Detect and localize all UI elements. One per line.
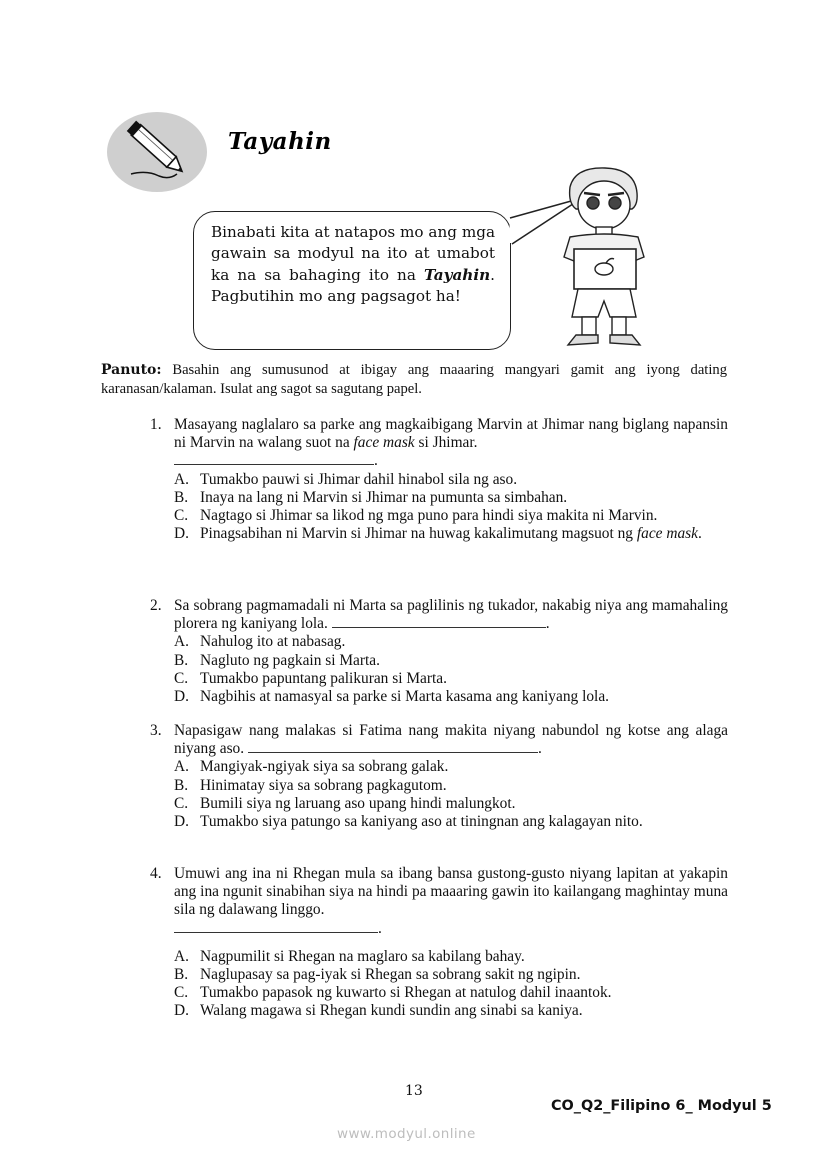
option-a — [174, 758, 728, 776]
option-a — [174, 633, 728, 651]
instructions-text: Basahin ang sumusunod at ibigay ang maaaring mangyari gamit ang iyong dating karanasan/kalaman. Isulat ang sagot sa sagutang papel. — [101, 362, 727, 397]
option-letter: A. — [174, 470, 189, 488]
question-number: 3. — [150, 722, 162, 739]
option-text — [200, 525, 728, 543]
option-letter: D. — [174, 813, 189, 831]
option-c — [174, 670, 728, 688]
option-d — [174, 813, 728, 831]
option-text: Mangiyak-ngiyak siya sa sobrang galak. — [200, 758, 449, 776]
option-text-end: . — [697, 525, 702, 543]
question-1 — [150, 416, 728, 543]
option-letter: A. — [174, 758, 189, 776]
option-text: Nagluto ng pagkain si Marta. — [200, 651, 380, 669]
stem-text: Masayang naglalaro sa parke ang magkaibigang Marvin at Jhimar nang biglang napansin ni Marvin na walang suot na — [174, 416, 728, 452]
option-letter: C. — [174, 507, 189, 524]
option-letter: D. — [174, 525, 189, 543]
option-b — [174, 489, 728, 507]
option-text: Tumakbo siya patungo sa kaniyang aso at tiningnan ang kalagayan nito. — [200, 813, 643, 831]
question-2 — [150, 597, 728, 706]
bubble-message — [211, 222, 495, 308]
option-letter: D. — [174, 1002, 189, 1020]
option-letter: B. — [174, 488, 189, 506]
answer-blank[interactable] — [332, 615, 546, 628]
pencil-icon-badge — [107, 112, 207, 192]
blank-period: . — [537, 740, 542, 758]
stem-text: Sa sobrang pagmamadali ni Marta sa paglilinis ng tukador, nakabig niya ang mamahaling plorera ng kaniyang lola. — [174, 597, 728, 633]
question-number: 4. — [150, 865, 162, 882]
option-letter: C. — [174, 984, 189, 1002]
option-text: Inaya na lang ni Marvin si Jhimar na pumunta sa simbahan. — [200, 488, 568, 506]
instructions-label: Panuto: — [101, 362, 162, 378]
question-stem — [174, 597, 728, 633]
option-b — [174, 966, 728, 984]
option-italic: face mask — [636, 525, 698, 543]
instructions — [101, 361, 727, 399]
option-text: Nahulog ito at nabasag. — [200, 633, 346, 651]
stem-italic: face mask — [353, 434, 415, 452]
blank-period: . — [378, 919, 382, 937]
option-text: Bumili siya ng laruang aso upang hindi malungkot. — [200, 794, 516, 812]
answer-blank[interactable] — [174, 452, 728, 470]
option-text: Nagbihis at namasyal sa parke si Marta kasama ang kaniyang lola. — [200, 688, 610, 706]
answer-blank[interactable] — [174, 920, 728, 938]
question-4 — [150, 865, 728, 1021]
option-text: Tumakbo pauwi si Jhimar dahil hinabol sila ng aso. — [200, 470, 518, 488]
option-text: Tumakbo papasok ng kuwarto si Rhegan at natulog dahil inaantok. — [200, 984, 612, 1002]
option-letter: A. — [174, 947, 189, 965]
option-letter: B. — [174, 966, 189, 983]
option-d — [174, 1002, 728, 1020]
blank-period: . — [374, 452, 378, 470]
option-a — [174, 948, 728, 966]
option-b — [174, 777, 728, 795]
option-b — [174, 652, 728, 670]
option-c — [174, 984, 728, 1002]
section-title: Tayahin — [228, 128, 332, 155]
question-stem: Umuwi ang ina ni Rhegan mula sa ibang bansa gustong-gusto niyang lapitan at yakapin ang ina ngunit sinabihan siya na hindi pa maaaring gawin ito kailangang maghintay muna sila ng dalawang linggo. — [174, 865, 728, 919]
bubble-emphasis: Tayahin — [423, 265, 491, 284]
option-letter: B. — [174, 651, 189, 669]
question-number: 1. — [150, 416, 162, 433]
option-c — [174, 507, 728, 525]
watermark: www.modyul.online — [337, 1126, 476, 1142]
module-code: CO_Q2_Filipino 6_ Modyul 5 — [551, 1098, 772, 1114]
option-c — [174, 795, 728, 813]
pencil-icon — [107, 112, 207, 192]
option-text-part: Pinagsabihan ni Marvin si Jhimar na huwag kakalimutang magsuot ng — [200, 525, 637, 543]
question-stem — [174, 416, 728, 452]
option-letter: C. — [174, 794, 189, 812]
option-d — [174, 688, 728, 706]
bubble-text: Binabati kita at natapos mo ang mga gawain sa modyul na ito at umabot ka na sa bahaging ito na — [211, 223, 495, 284]
option-text: Hinimatay siya sa sobrang pagkagutom. — [200, 776, 447, 794]
option-letter: D. — [174, 688, 189, 706]
option-a — [174, 471, 728, 489]
question-3 — [150, 722, 728, 831]
stem-text: Napasigaw nang malakas si Fatima nang makita niyang nabundol ng kotse ang alaga niyang aso. — [174, 722, 728, 758]
option-letter: A. — [174, 633, 189, 651]
option-text: Nagtago si Jhimar sa likod ng mga puno para hindi siya makita ni Marvin. — [200, 507, 658, 524]
option-text: Tumakbo papuntang palikuran si Marta. — [200, 669, 447, 687]
question-number: 2. — [150, 597, 162, 614]
boy-illustration-icon — [540, 165, 670, 350]
page-number: 13 — [405, 1083, 423, 1099]
option-text: Nagpumilit si Rhegan na maglaro sa kabilang bahay. — [200, 947, 525, 965]
option-letter: C. — [174, 669, 189, 687]
question-stem — [174, 722, 728, 758]
option-d — [174, 525, 728, 543]
option-text: Walang magawa si Rhegan kundi sundin ang sinabi sa kaniya. — [200, 1002, 583, 1020]
option-letter: B. — [174, 776, 189, 794]
answer-blank[interactable] — [248, 740, 538, 753]
blank-period: . — [545, 615, 550, 633]
stem-text-end: si Jhimar. — [414, 434, 478, 452]
option-text: Naglupasay sa pag-iyak si Rhegan sa sobrang sakit ng ngipin. — [200, 966, 581, 983]
bubble-text-end: . Pagbutihin mo ang pagsagot ha! — [211, 265, 495, 306]
